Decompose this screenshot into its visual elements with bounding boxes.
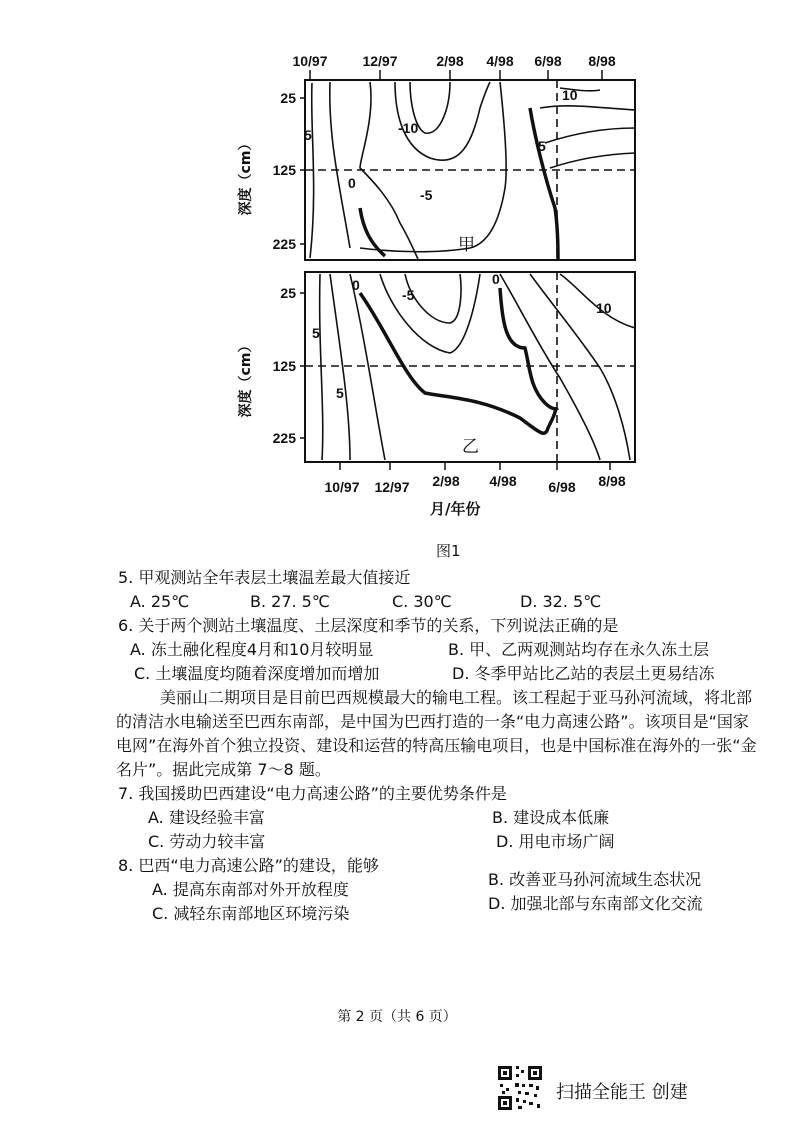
contour-label: 0 bbox=[348, 175, 356, 191]
questions-block bbox=[118, 566, 758, 926]
q5-option-c: C. 30℃ bbox=[392, 592, 452, 611]
y-tick: 225 bbox=[272, 430, 296, 446]
q7-option-a: A. 建设经验丰富 bbox=[148, 808, 265, 827]
contour-label: -5 bbox=[420, 187, 433, 203]
y-axis-label: 深度（cm） bbox=[238, 136, 254, 216]
panel-jia-label: 甲 bbox=[458, 235, 475, 255]
q5-option-d: D. 32. 5℃ bbox=[520, 592, 602, 611]
contour-label: 0 bbox=[492, 271, 500, 287]
top-x-tick: 12/97 bbox=[362, 53, 398, 69]
q6-option-c: C. 土壤温度均随着深度增加而增加 bbox=[134, 664, 380, 683]
question-6-options-row2 bbox=[118, 662, 758, 686]
panel-yi-zero-line bbox=[500, 288, 558, 409]
question-8-options-row2 bbox=[118, 894, 758, 926]
contour-label: 0 bbox=[352, 277, 360, 293]
scanner-watermark: 扫描全能王 创建 bbox=[556, 1082, 688, 1103]
contour-label: -10 bbox=[398, 120, 419, 136]
contour-label: 5 bbox=[312, 325, 320, 341]
top-tick-marks bbox=[310, 70, 602, 80]
q6-option-b: B. 甲、乙两观测站均存在永久冻土层 bbox=[448, 640, 710, 659]
x-axis-label: 月/年份 bbox=[430, 500, 481, 518]
question-6-options-row1 bbox=[118, 638, 758, 662]
contour-label: 5 bbox=[304, 127, 312, 143]
q7-option-c: C. 劳动力较丰富 bbox=[148, 832, 266, 851]
q5-option-a: A. 25℃ bbox=[130, 592, 190, 611]
q7-option-d: D. 用电市场广阔 bbox=[496, 832, 615, 851]
bottom-tick-marks bbox=[340, 462, 610, 470]
contour-chart bbox=[200, 48, 660, 518]
contour-label: -5 bbox=[402, 287, 415, 303]
question-8-stem: 8. 巴西“电力高速公路”的建设，能够 bbox=[118, 856, 379, 875]
contour-label: 5 bbox=[538, 138, 546, 154]
y-tick: 125 bbox=[272, 358, 296, 374]
bottom-x-tick: 2/98 bbox=[432, 473, 460, 489]
q5-option-b: B. 27. 5℃ bbox=[250, 592, 330, 611]
y-tick: 225 bbox=[272, 236, 296, 252]
bottom-x-tick: 6/98 bbox=[548, 479, 576, 495]
top-x-tick: 6/98 bbox=[534, 53, 562, 69]
bottom-x-tick: 8/98 bbox=[598, 473, 626, 489]
y-tick: 25 bbox=[280, 285, 296, 301]
top-x-tick: 10/97 bbox=[292, 53, 328, 69]
question-5-stem: 5. 甲观测站全年表层土壤温差最大值接近 bbox=[118, 568, 411, 587]
question-7-options-row2 bbox=[118, 830, 758, 854]
top-x-tick: 2/98 bbox=[436, 53, 464, 69]
q8-option-c: C. 减轻东南部地区环境污染 bbox=[152, 904, 350, 923]
question-6-stem: 6. 关于两个测站土壤温度、土层深度和季节的关系，下列说法正确的是 bbox=[118, 616, 619, 635]
page-number: 第 2 页（共 6 页） bbox=[337, 1009, 457, 1025]
top-x-tick: 8/98 bbox=[588, 53, 616, 69]
figure-caption: 图1 bbox=[436, 542, 461, 560]
bottom-x-tick: 12/97 bbox=[374, 479, 410, 495]
question-5-options bbox=[118, 590, 758, 614]
panel-yi-frame bbox=[305, 272, 635, 462]
top-x-tick: 4/98 bbox=[486, 53, 514, 69]
q7-option-b: B. 建设成本低廉 bbox=[492, 808, 610, 827]
bottom-x-tick: 10/97 bbox=[324, 479, 360, 495]
q8-option-b: B. 改善亚马孙河流域生态状况 bbox=[488, 870, 702, 889]
question-7-options-row1 bbox=[118, 806, 758, 830]
q8-option-d: D. 加强北部与东南部文化交流 bbox=[488, 894, 703, 913]
q6-option-a: A. 冻土融化程度4月和10月较明显 bbox=[130, 640, 374, 659]
q6-option-d: D. 冬季甲站比乙站的表层土更易结冻 bbox=[452, 664, 715, 683]
question-7-stem: 7. 我国援助巴西建设“电力高速公路”的主要优势条件是 bbox=[118, 784, 507, 803]
contour-label: 10 bbox=[596, 300, 612, 316]
panel-jia-zero-line bbox=[530, 108, 558, 259]
contour-label: 10 bbox=[562, 87, 578, 103]
q8-option-a: A. 提高东南部对外开放程度 bbox=[152, 880, 349, 899]
contour-label: 5 bbox=[336, 385, 344, 401]
y-tick: 125 bbox=[272, 162, 296, 178]
soil-temperature-figure bbox=[200, 48, 660, 518]
y-tick: 25 bbox=[280, 90, 296, 106]
qr-code-icon bbox=[496, 1064, 544, 1112]
reading-material: 美丽山二期项目是目前巴西规模最大的输电工程。该工程起于亚马孙河流域，将北部的清洁水电输送至巴西东南部，是中国为巴西打造的一条“电力高速公路”。该项目是“国家电网”在海外首个独立投资、建设和运营的特高压输电项目，也是中国标准在海外的一张“金名片”。据此完成第 7～8 题。 bbox=[116, 688, 757, 779]
y-axis-label: 深度（cm） bbox=[238, 338, 254, 418]
bottom-x-tick: 4/98 bbox=[489, 473, 517, 489]
panel-yi-label: 乙 bbox=[462, 437, 479, 457]
